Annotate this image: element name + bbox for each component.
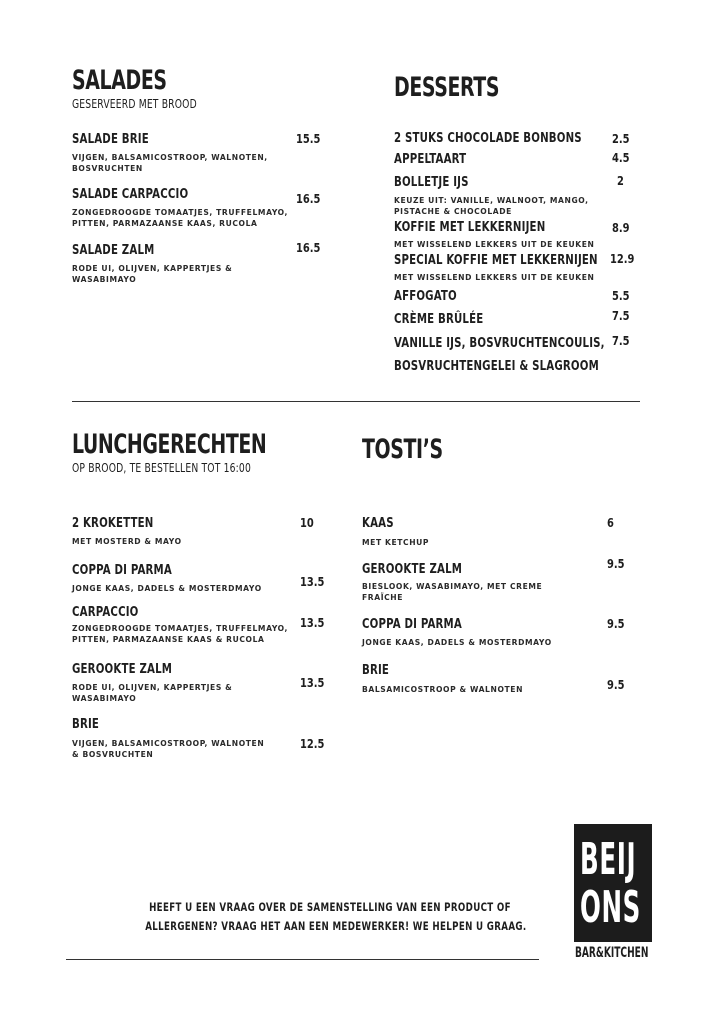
menu-item-description: PISTACHE & CHOCOLADE <box>394 207 512 216</box>
lunch-title: LUNCHGERECHTEN <box>72 429 267 460</box>
menu-item-name: SALADE BRIE <box>72 131 149 147</box>
menu-item-description: VIJGEN, BALSAMICOSTROOP, WALNOTEN, <box>72 153 268 162</box>
menu-item-price: 5.5 <box>612 288 630 303</box>
logo-wordmark: BEIJ <box>580 834 637 885</box>
salades-title: SALADES <box>72 65 167 96</box>
menu-item-price: 16.5 <box>296 240 321 255</box>
menu-item-description: PITTEN, PARMAZAANSE KAAS, RUCOLA <box>72 219 258 228</box>
menu-item-description: BIESLOOK, WASABIMAYO, MET CREME <box>362 582 543 591</box>
menu-item-price: 13.5 <box>300 675 325 690</box>
footer-note: HEEFT U EEN VRAAG OVER DE SAMENSTELLING VAN EEN PRODUCT OF <box>149 900 511 914</box>
footer-note: ALLERGENEN? VRAAG HET AAN EEN MEDEWERKER! WE HELPEN U GRAAG. <box>145 919 527 933</box>
menu-item-name: 2 STUKS CHOCOLADE BONBONS <box>394 130 582 146</box>
menu-item-description: BOSVRUCHTEN <box>72 164 143 173</box>
menu-item-name: AFFOGATO <box>394 288 457 304</box>
logo-tagline: BAR&KITCHEN <box>575 945 649 961</box>
menu-item-price: 8.9 <box>612 220 630 235</box>
menu-item-price: 7.5 <box>612 333 630 348</box>
menu-item-description: JONGE KAAS, DADELS & MOSTERDMAYO <box>72 584 262 593</box>
menu-item-description: BALSAMICOSTROOP & WALNOTEN <box>362 685 524 694</box>
menu-item-price: 10 <box>300 515 314 530</box>
salades-subtitle: GESERVEERD MET BROOD <box>72 96 197 111</box>
menu-item-name: BRIE <box>72 716 100 732</box>
brand-logo <box>574 824 652 942</box>
menu-item-name: SALADE ZALM <box>72 242 155 258</box>
menu-item-description: PITTEN, PARMAZAANSE KAAS & RUCOLA <box>72 635 265 644</box>
menu-item-name: SPECIAL KOFFIE MET LEKKERNIJEN <box>394 252 598 268</box>
menu-item-description: JONGE KAAS, DADELS & MOSTERDMAYO <box>362 638 552 647</box>
menu-item-price: 12.5 <box>300 736 325 751</box>
menu-item-description: KEUZE UIT: VANILLE, WALNOOT, MANGO, <box>394 196 589 205</box>
menu-item-description: & BOSVRUCHTEN <box>72 750 154 759</box>
menu-item-description: WASABIMAYO <box>72 694 137 703</box>
menu-item-price: 13.5 <box>300 615 325 630</box>
logo-wordmark: ONS <box>580 882 641 933</box>
menu-item-description: ZONGEDROOGDE TOMAATJES, TRUFFELMAYO, <box>72 208 289 217</box>
menu-item-price: 6 <box>607 515 614 530</box>
menu-item-name: KOFFIE MET LEKKERNIJEN <box>394 219 546 235</box>
menu-item-name: APPELTAART <box>394 151 467 167</box>
menu-item-name: COPPA DI PARMA <box>72 562 172 578</box>
menu-item-price: 12.9 <box>610 251 635 266</box>
menu-item-price: 4.5 <box>612 150 630 165</box>
lunch-subtitle: OP BROOD, TE BESTELLEN TOT 16:00 <box>72 460 251 475</box>
menu-item-price: 15.5 <box>296 131 321 146</box>
menu-item-name: GEROOKTE ZALM <box>362 561 463 577</box>
menu-item-name: VANILLE IJS, BOSVRUCHTENCOULIS, <box>394 335 605 351</box>
menu-item-price: 9.5 <box>607 616 625 631</box>
menu-item-description: RODE UI, OLIJVEN, KAPPERTJES & <box>72 683 233 692</box>
menu-item-name: SALADE CARPACCIO <box>72 186 189 202</box>
menu-item-price: 2.5 <box>612 131 630 146</box>
menu-item-description: MET MOSTERD & MAYO <box>72 537 182 546</box>
menu-item-description: RODE UI, OLIJVEN, KAPPERTJES & <box>72 264 233 273</box>
menu-item-description: MET WISSELEND LEKKERS UIT DE KEUKEN <box>394 240 595 249</box>
menu-item-description: MET KETCHUP <box>362 538 430 547</box>
menu-item-description: MET WISSELEND LEKKERS UIT DE KEUKEN <box>394 273 595 282</box>
menu-item-name: KAAS <box>362 515 394 531</box>
section-divider <box>72 401 640 402</box>
menu-item-price: 7.5 <box>612 308 630 323</box>
menu-item-description: FRAÏCHE <box>362 593 404 602</box>
menu-item-name: BOSVRUCHTENGELEI & SLAGROOM <box>394 358 599 374</box>
menu-item-price: 2 <box>617 173 624 188</box>
menu-item-name: 2 KROKETTEN <box>72 515 154 531</box>
footer-rule <box>66 959 539 960</box>
tostis-title: TOSTI’S <box>362 434 443 465</box>
menu-item-price: 9.5 <box>607 556 625 571</box>
menu-item-description: WASABIMAYO <box>72 275 137 284</box>
menu-item-name: GEROOKTE ZALM <box>72 661 173 677</box>
menu-item-name: COPPA DI PARMA <box>362 616 462 632</box>
menu-item-price: 13.5 <box>300 574 325 589</box>
menu-item-name: BRIE <box>362 662 390 678</box>
menu-item-name: BOLLETJE IJS <box>394 174 469 190</box>
desserts-title: DESSERTS <box>394 72 500 103</box>
menu-item-price: 9.5 <box>607 677 625 692</box>
menu-item-name: CARPACCIO <box>72 604 139 620</box>
menu-item-price: 16.5 <box>296 191 321 206</box>
menu-item-name: CRÈME BRÛLÉE <box>394 311 484 327</box>
menu-item-description: VIJGEN, BALSAMICOSTROOP, WALNOTEN <box>72 739 265 748</box>
menu-item-description: ZONGEDROOGDE TOMAATJES, TRUFFELMAYO, <box>72 624 289 633</box>
